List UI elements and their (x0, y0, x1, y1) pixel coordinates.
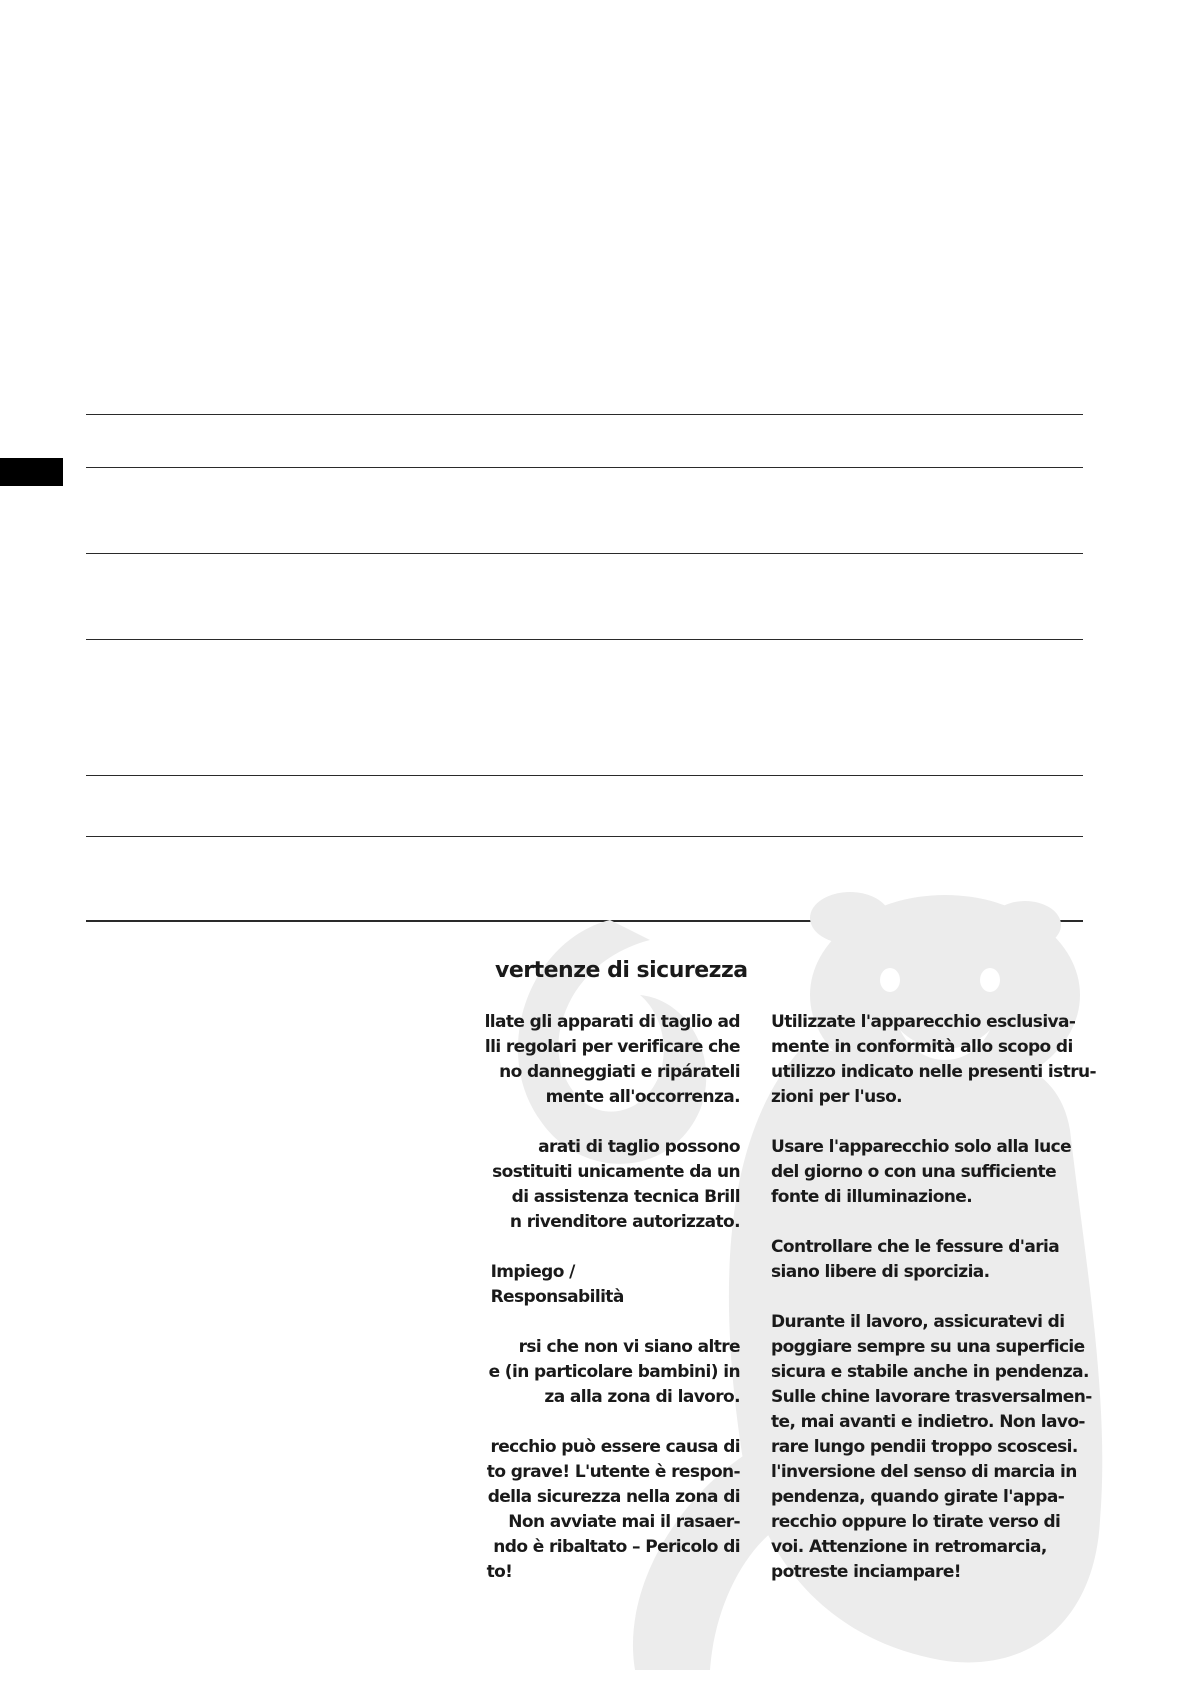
table-rule-4 (86, 639, 1083, 640)
text-line: Durante il lavoro, assicuratevi di (771, 1312, 1065, 1332)
table-rule-5 (86, 775, 1083, 776)
text-line: sostituiti unicamente da un (492, 1162, 740, 1182)
text-line: rare lungo pendii troppo scoscesi. (771, 1437, 1078, 1457)
text-line: zioni per l'uso. (771, 1087, 903, 1107)
text-line: recchio può essere causa di (490, 1437, 740, 1457)
table-rule-6 (86, 836, 1083, 837)
right-text-column (771, 1010, 1096, 1585)
subheading-line: Responsabilità (490, 1287, 624, 1307)
left-text-column (485, 1010, 740, 1585)
text-line: arati di taglio possono (538, 1137, 740, 1157)
section-heading: vertenze di sicurezza (495, 958, 748, 983)
text-line: te, mai avanti e indietro. Non lavo- (771, 1412, 1085, 1432)
text-line: rsi che non vi siano altre (518, 1337, 740, 1357)
text-line: Sulle chine lavorare trasversalmen- (771, 1387, 1092, 1407)
text-line: llate gli apparati di taglio ad (484, 1012, 740, 1032)
text-line: ndo è ribaltato – Pericolo di (493, 1537, 740, 1557)
text-line: siano libere di sporcizia. (771, 1262, 990, 1282)
text-line: poggiare sempre su una superficie (771, 1337, 1085, 1357)
text-line: mente in conformità allo scopo di (771, 1037, 1073, 1057)
text-line: no danneggiati e ripárateli (499, 1062, 740, 1082)
text-line: recchio oppure lo tirate verso di (771, 1512, 1061, 1532)
text-line: Non avviate mai il rasaer- (508, 1512, 740, 1532)
text-line: za alla zona di lavoro. (544, 1387, 740, 1407)
text-line: n rivenditore autorizzato. (509, 1212, 740, 1232)
text-line: Controllare che le fessure d'aria (771, 1237, 1060, 1257)
table-rule-3 (86, 553, 1083, 554)
text-line: potreste inciampare! (771, 1562, 961, 1582)
language-side-tab (0, 458, 63, 486)
table-rule-2 (86, 467, 1083, 468)
text-line: utilizzo indicato nelle presenti istru- (771, 1062, 1096, 1082)
text-line: del giorno o con una sufficiente (771, 1162, 1057, 1182)
text-line: l'inversione del senso di marcia in (771, 1462, 1077, 1482)
text-line: fonte di illuminazione. (771, 1187, 973, 1207)
text-line: Usare l'apparecchio solo alla luce (771, 1137, 1072, 1157)
text-line: della sicurezza nella zona di (487, 1487, 740, 1507)
text-line: sicura e stabile anche in pendenza. (771, 1362, 1089, 1382)
text-line: pendenza, quando girate l'appa- (771, 1487, 1065, 1507)
text-line: mente all'occorrenza. (545, 1087, 740, 1107)
text-line: to! (486, 1562, 513, 1582)
subheading-line: Impiego / (490, 1262, 575, 1282)
text-line: voi. Attenzione in retromarcia, (771, 1537, 1047, 1557)
text-line: to grave! L'utente è respon- (486, 1462, 740, 1482)
table-rule-1 (86, 414, 1083, 415)
text-line: e (in particolare bambini) in (488, 1362, 740, 1382)
text-line: lli regolari per verificare che (484, 1037, 740, 1057)
text-line: di assistenza tecnica Brill (511, 1187, 740, 1207)
text-line: Utilizzate l'apparecchio esclusiva- (771, 1012, 1076, 1032)
